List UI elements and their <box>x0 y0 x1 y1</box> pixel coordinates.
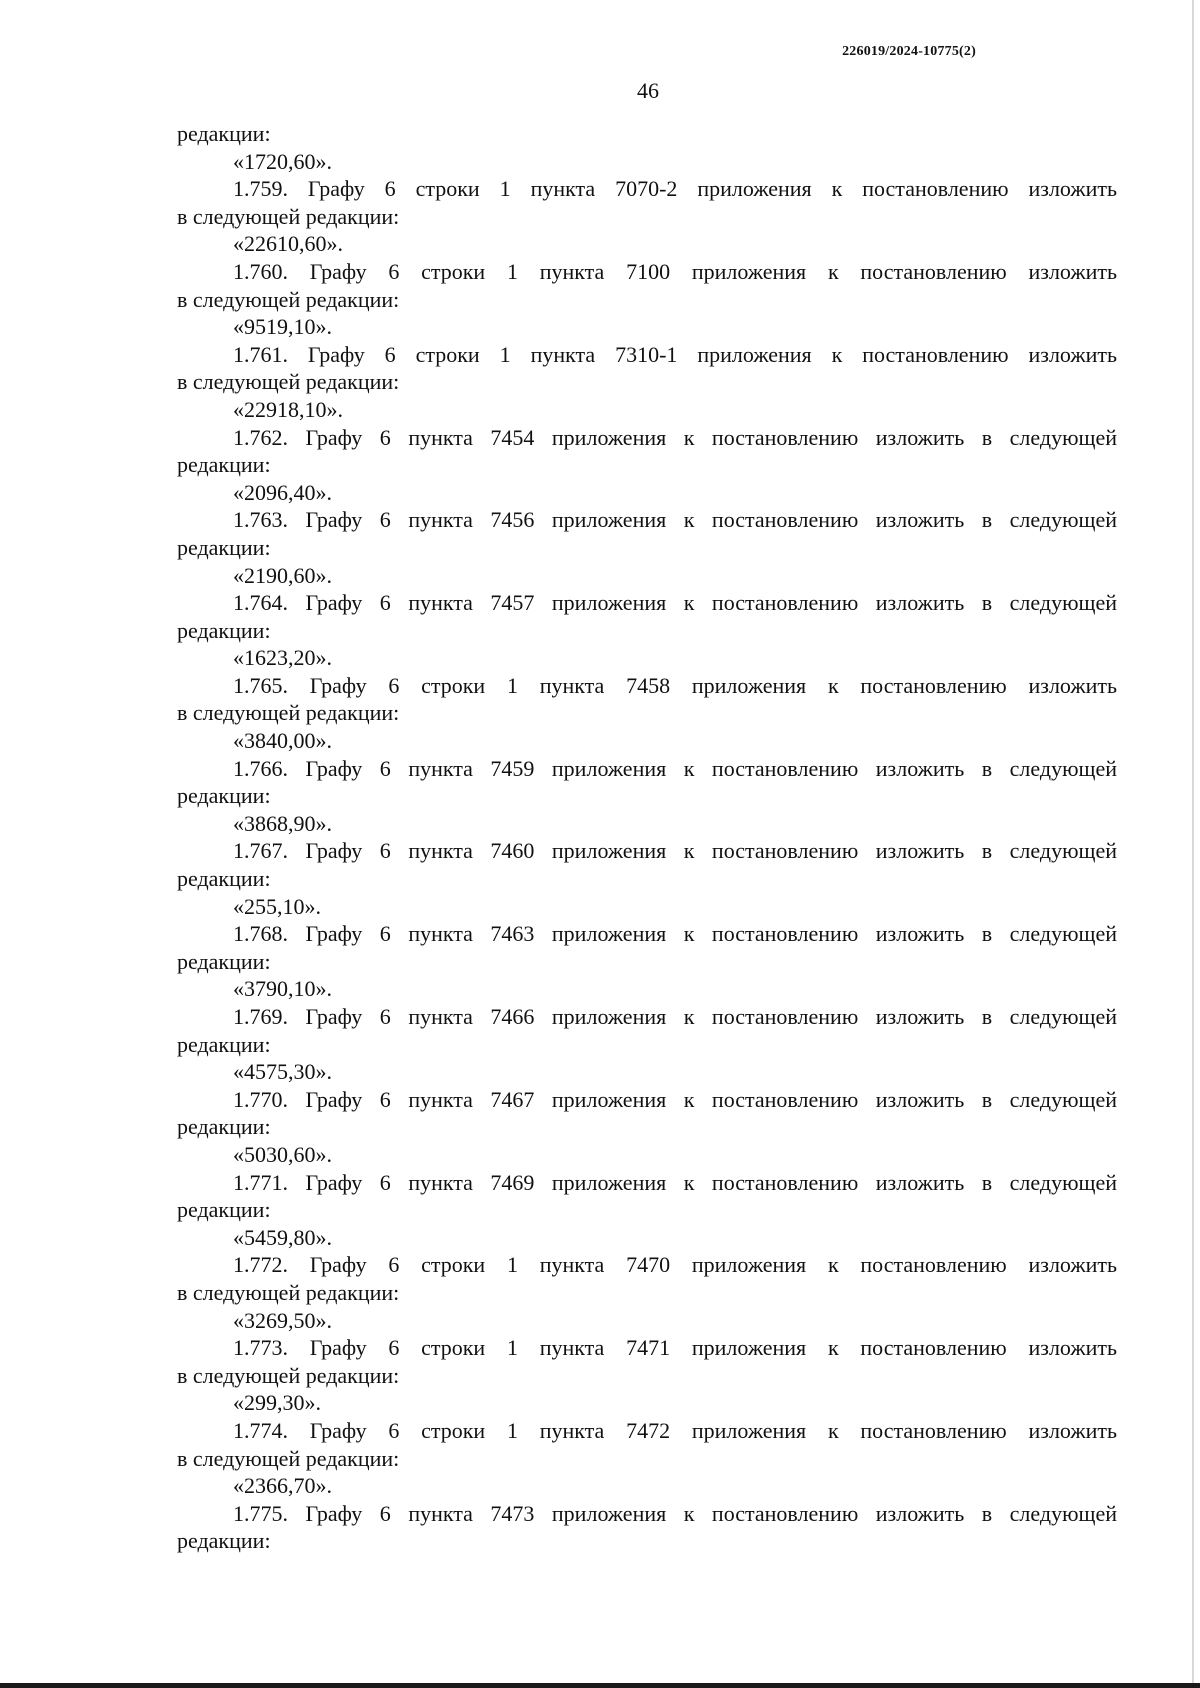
amendment-item <box>177 341 1117 424</box>
amendment-text: 1.760. Графу 6 строки 1 пункта 7100 приложения к постановлению изложить <box>233 258 1117 284</box>
amendment-value: «22610,60». <box>233 231 343 257</box>
amendment-text-continuation: редакции: <box>177 783 271 809</box>
amendment-text: 1.766. Графу 6 пункта 7459 приложения к постановлению изложить в следующей <box>233 755 1117 781</box>
amendment-text: 1.770. Графу 6 пункта 7467 приложения к постановлению изложить в следующей <box>233 1086 1117 1112</box>
amendment-text-continuation: редакции: <box>177 948 271 974</box>
scan-edge <box>1192 0 1194 1688</box>
amendment-item <box>177 920 1117 1003</box>
amendment-item <box>177 506 1117 589</box>
amendment-text: 1.765. Графу 6 строки 1 пункта 7458 приложения к постановлению изложить <box>233 672 1117 698</box>
amendment-value: «3840,00». <box>233 728 332 754</box>
amendment-value: «255,10». <box>233 893 321 919</box>
amendment-text-continuation: редакции: <box>177 617 271 643</box>
amendment-value: «299,30». <box>233 1390 321 1416</box>
amendment-value: «3868,90». <box>233 810 332 836</box>
amendment-item <box>177 1334 1117 1417</box>
amendment-text-continuation: редакции: <box>177 1528 271 1554</box>
intro-continuation: редакции: <box>177 121 271 146</box>
amendment-text: 1.768. Графу 6 пункта 7463 приложения к постановлению изложить в следующей <box>233 921 1117 947</box>
intro-value: «1720,60». <box>233 148 332 174</box>
amendment-text-continuation: в следующей редакции: <box>177 1445 400 1471</box>
page-number: 46 <box>637 78 659 103</box>
amendment-item <box>177 589 1117 672</box>
amendment-item <box>177 1169 1117 1252</box>
amendment-item <box>177 837 1117 920</box>
amendment-value: «3269,50». <box>233 1307 332 1333</box>
amendment-text-continuation: в следующей редакции: <box>177 369 400 395</box>
amendment-text: 1.773. Графу 6 строки 1 пункта 7471 приложения к постановлению изложить <box>233 1335 1117 1361</box>
amendment-item <box>177 258 1117 341</box>
amendment-text: 1.761. Графу 6 строки 1 пункта 7310-1 приложения к постановлению изложить <box>233 341 1117 367</box>
amendment-item <box>177 175 1117 258</box>
amendment-list <box>177 175 1117 1555</box>
amendment-text-continuation: редакции: <box>177 1197 271 1223</box>
amendment-text-continuation: редакции: <box>177 1114 271 1140</box>
amendment-value: «4575,30». <box>233 1059 332 1085</box>
amendment-text: 1.772. Графу 6 строки 1 пункта 7470 приложения к постановлению изложить <box>233 1252 1117 1278</box>
amendment-item <box>177 672 1117 755</box>
amendment-item <box>177 1086 1117 1169</box>
amendment-text: 1.763. Графу 6 пункта 7456 приложения к постановлению изложить в следующей <box>233 507 1117 533</box>
amendment-item <box>177 755 1117 838</box>
amendment-value: «5459,80». <box>233 1224 332 1250</box>
amendment-text-continuation: редакции: <box>177 452 271 478</box>
amendment-item <box>177 1500 1117 1555</box>
amendment-text: 1.762. Графу 6 пункта 7454 приложения к постановлению изложить в следующей <box>233 424 1117 450</box>
amendment-text-continuation: в следующей редакции: <box>177 286 400 312</box>
amendment-text: 1.767. Графу 6 пункта 7460 приложения к постановлению изложить в следующей <box>233 838 1117 864</box>
amendment-text: 1.769. Графу 6 пункта 7466 приложения к постановлению изложить в следующей <box>233 1004 1117 1029</box>
amendment-value: «1623,20». <box>233 645 332 671</box>
document-id: 226019/2024-10775(2) <box>842 44 976 59</box>
amendment-value: «22918,10». <box>233 396 343 422</box>
amendment-text: 1.774. Графу 6 строки 1 пункта 7472 приложения к постановлению изложить <box>233 1417 1117 1443</box>
amendment-value: «2366,70». <box>233 1473 332 1499</box>
amendment-text-continuation: в следующей редакции: <box>177 700 400 726</box>
amendment-text: 1.764. Графу 6 пункта 7457 приложения к постановлению изложить в следующей <box>233 590 1117 616</box>
amendment-text: 1.759. Графу 6 строки 1 пункта 7070-2 приложения к постановлению изложить <box>233 176 1117 202</box>
amendment-item <box>177 1417 1117 1500</box>
amendment-value: «2096,40». <box>233 479 332 505</box>
amendment-text-continuation: редакции: <box>177 1031 271 1057</box>
amendment-value: «9519,10». <box>233 314 332 340</box>
amendment-value: «3790,10». <box>233 976 332 1002</box>
amendment-text-continuation: в следующей редакции: <box>177 1362 400 1388</box>
amendment-item <box>177 1251 1117 1334</box>
amendment-text: 1.775. Графу 6 пункта 7473 приложения к постановлению изложить в следующей <box>233 1500 1117 1526</box>
amendment-text-continuation: в следующей редакции: <box>177 1279 400 1305</box>
amendment-item <box>177 1003 1117 1086</box>
scan-bottom-border <box>0 1683 1200 1688</box>
amendment-text-continuation: в следующей редакции: <box>177 203 400 229</box>
amendment-value: «5030,60». <box>233 1141 332 1167</box>
amendment-text: 1.771. Графу 6 пункта 7469 приложения к постановлению изложить в следующей <box>233 1169 1117 1195</box>
amendment-text-continuation: редакции: <box>177 534 271 560</box>
document-body <box>177 120 1117 1555</box>
amendment-item <box>177 424 1117 507</box>
amendment-value: «2190,60». <box>233 562 332 588</box>
amendment-text-continuation: редакции: <box>177 866 271 892</box>
